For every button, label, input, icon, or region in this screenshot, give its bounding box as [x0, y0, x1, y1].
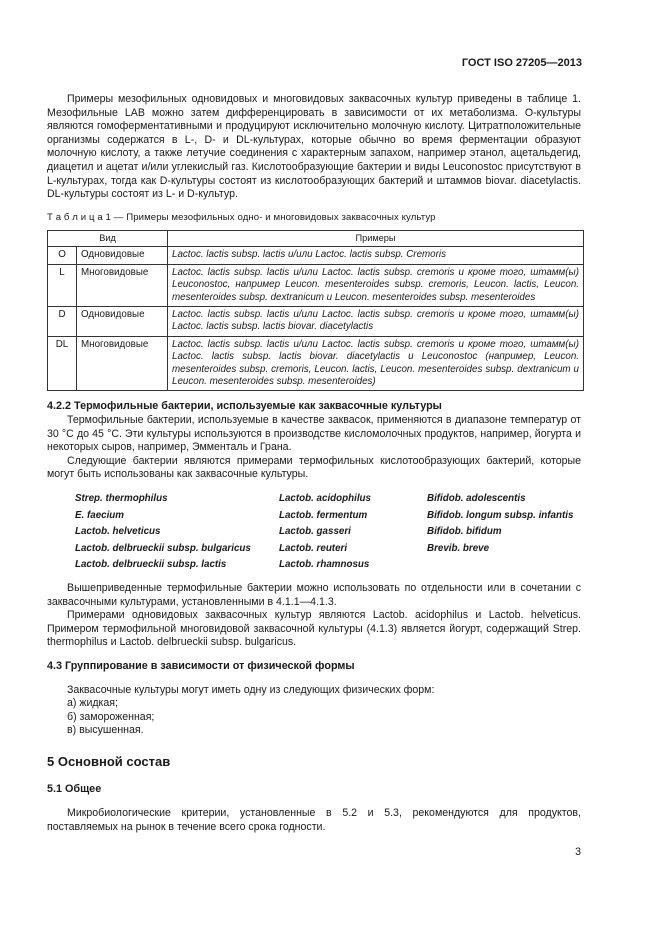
culture-kind: Многовидовые [77, 264, 168, 306]
culture-examples: Lactoc. lactis subsp. lactis и/или Lactoc. lactis subsp. cremoris и кроме того, штамм(ы) Lactoc. lactis subsp. lactis biovar. diacetylactis [168, 306, 584, 336]
section-heading-5: 5 Основной состав [47, 753, 171, 769]
intro-paragraph: Примеры мезофильных одновидовых и многовидовых заквасочных культур приведены в таблице 1. Мезофильные LAB можно затем дифференцировать в зависимости от их метаболизма. О-культуры являются гомоферментативными и продуцируют исключительно молочную кислоту. Цитратположительные организмы содержатся в L-, D- и DL-культурах, которые обычно во время ферментации образуют молочную кислоту, а также летучие соединения с характерным запахом, например этанол, ацетальдегид, диацетил и ацетат и/или углекислый газ. Кислотообразующие бактерии и виды Leuconostoc присутствуют в L-культурах, тогда как D-культуры состоят из кислотообразующих бактерий и штаммов biovar. diacetylactis. DL-культуры состоят из L- и D-культур. [47, 93, 581, 201]
table-row [48, 336, 584, 391]
culture-code: L [48, 264, 77, 306]
species-item: Bifidob. bifidum [427, 526, 502, 538]
thermo-paragraph-1: Термофильные бактерии, используемые в качестве заквасок, применяются в диапазоне температур от 30 °C до 45 °C. Эти культуры используются в производстве кисломолочных продуктов, например, йогурта и некоторых сыров, например, Эмменталь и Грана. [47, 414, 581, 454]
physical-forms [47, 684, 581, 738]
cultures-table [47, 230, 584, 391]
page-number: 3 [575, 846, 581, 858]
section-heading-5-1: 5.1 Общее [47, 783, 102, 796]
section-heading-4-3: 4.3 Группирование в зависимости от физической формы [47, 659, 355, 672]
table-header-row [48, 231, 584, 247]
culture-code: O [48, 247, 77, 264]
species-item: Brevib. breve [427, 542, 490, 554]
culture-code: D [48, 306, 77, 336]
culture-examples: Lactoc. lactis subsp. lactis и/или Lactoc. lactis subsp. cremoris и кроме того, штамм(ы) Lactoc. lactis subsp. lactis biovar. diacetylactis и Leuconostoc (например, Leucon. mesenteroides subsp. cremoris, Leucon. lactis, Leucon. mesenteroides subsp. dextranicum и Leucon. mesenteroides subsp. mesenteroides) [168, 336, 584, 391]
page-content [47, 93, 581, 834]
species-item: Strep. thermophilus [75, 492, 168, 504]
species-item: Lactob. reuteri [279, 542, 348, 554]
culture-kind: Одновидовые [77, 306, 168, 336]
section-heading-4-2-2: 4.2.2 Термофильные бактерии, используемые как заквасочные культуры [47, 400, 442, 413]
header-examples: Примеры [168, 231, 584, 247]
physical-forms-intro: Заквасочные культуры могут иметь одну из следующих физических форм: [67, 683, 435, 696]
section5-paragraph: Микробиологические критерии, установленные в 5.2 и 5.3, рекомендуются для продуктов, поставляемых на рынок в течение всего срока годности. [47, 807, 581, 833]
table-row [48, 247, 584, 264]
thermo-paragraph-3: Вышеприведенные термофильные бактерии можно использовать по отдельности или в сочетании с заквасочными культурами, установленными в 4.1.1—4.1.3. [47, 581, 581, 608]
species-item: Lactob. fermentum [279, 509, 368, 521]
header-kind: Вид [48, 231, 168, 247]
species-item: Bifidob. adolescentis [427, 492, 526, 504]
species-item: Bifidob. longum subsp. infantis [427, 509, 574, 521]
physical-form-item: а) жидкая; [67, 697, 118, 710]
culture-code: DL [48, 336, 77, 391]
table-row [48, 306, 584, 336]
culture-examples: Lactoc. lactis subsp. lactis и/или Lactoc. lactis subsp. Cremoris [168, 247, 584, 264]
species-item [427, 558, 607, 572]
species-item: Lactob. helveticus [75, 526, 161, 538]
physical-form-item: в) высушенная. [67, 724, 144, 737]
table-row [48, 264, 584, 306]
thermo-paragraph-2: Следующие бактерии являются примерами термофильных кислотообразующих бактерий, которые могут быть использованы как заквасочные культуры. [47, 454, 581, 481]
species-list [75, 492, 581, 572]
species-item: E. faecium [75, 509, 125, 521]
species-item: Lactob. delbrueckii subsp. lactis [75, 559, 227, 571]
species-item: Lactob. acidophilus [279, 492, 371, 504]
thermo-paragraph-4: Примерами одновидовых заквасочных культур являются Lactob. acidophilus и Lactob. helveticus. Примером термофильной многовидовой заквасочной культуры (4.1.3) является йогурт, содержащий Strep. thermophilus и Lactob. delbrueckii subsp. bulgaricus. [47, 609, 581, 649]
species-item: Lactob. rhamnosus [279, 559, 370, 571]
physical-form-item: б) замороженная; [67, 710, 155, 723]
table-caption: Т а б л и ц а 1 — Примеры мезофильных одно- и многовидовых заквасочных культур [47, 211, 436, 223]
document-code: ГОСТ ISO 27205—2013 [461, 57, 582, 69]
culture-examples: Lactoc. lactis subsp. lactis и/или Lactoc. lactis subsp. cremoris и кроме того, штамм(ы) Leuconostoc, например Leucon. mesenteroides subsp. cremoris, Leucon. lactis, Leucon. mesenteroides subsp. dextranicum и Leucon. mesenteroides subsp. mesenteroides [168, 264, 584, 306]
species-item: Lactob. gasseri [279, 526, 351, 538]
culture-kind: Одновидовые [77, 247, 168, 264]
species-item: Lactob. delbrueckii subsp. bulgaricus [75, 542, 251, 554]
culture-kind: Многовидовые [77, 336, 168, 391]
